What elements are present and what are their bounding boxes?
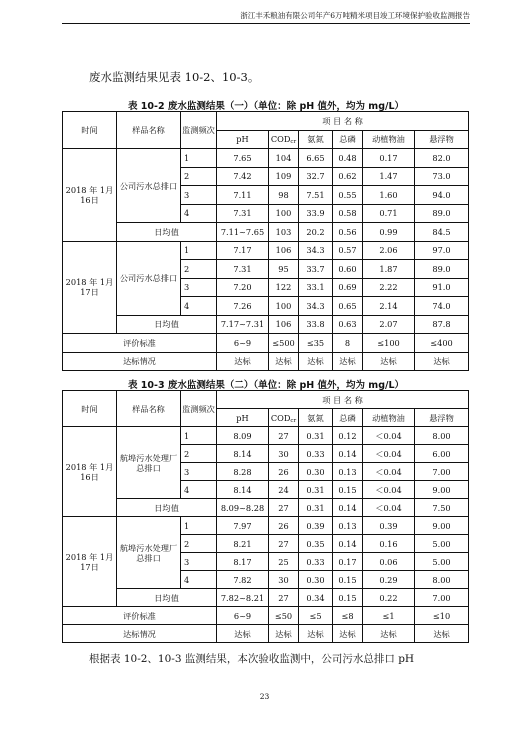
- item-header: [363, 409, 415, 427]
- value-cell: ＜0.04: [363, 445, 415, 463]
- value-cell: 34.3: [299, 297, 333, 316]
- value-cell: 1.60: [363, 186, 415, 205]
- cod-subscript: cr: [290, 139, 297, 146]
- standard-value-cell: ≤5: [299, 607, 333, 625]
- column-header-items: 项 目 名 称: [217, 391, 469, 409]
- column-header-time: 时间: [63, 112, 117, 149]
- value-cell: 0.13: [333, 463, 363, 481]
- table-row: [63, 149, 469, 168]
- item-header-label: 氨氮: [307, 412, 324, 423]
- table-row: [63, 241, 469, 260]
- average-value-cell: 87.8: [415, 315, 469, 334]
- value-cell: 0.16: [363, 535, 415, 553]
- value-cell: 6.00: [415, 445, 469, 463]
- frequency-cell: 4: [181, 297, 217, 316]
- table-10-3: [62, 390, 469, 643]
- value-cell: 0.33: [299, 445, 333, 463]
- compliance-value-cell: 达标: [299, 352, 333, 371]
- daily-average-label: 日均值: [117, 499, 217, 517]
- compliance-value-cell: 达标: [217, 625, 269, 643]
- sample-name-cell: 航埠污水处理厂总排口: [117, 517, 181, 589]
- item-header: [333, 409, 363, 427]
- item-header: [415, 409, 469, 427]
- value-cell: 0.17: [333, 553, 363, 571]
- item-header: [299, 409, 333, 427]
- average-value-cell: 0.15: [333, 589, 363, 607]
- value-cell: 27: [269, 427, 299, 445]
- running-header: 浙江丰禾粮油有限公司年产6万吨精米项目竣工环境保护验收监测报告: [240, 11, 470, 20]
- frequency-cell: 1: [181, 427, 217, 445]
- compliance-row: [63, 352, 469, 371]
- value-cell: 7.11: [217, 186, 269, 205]
- daily-average-row: [63, 499, 469, 517]
- compliance-value-cell: 达标: [299, 625, 333, 643]
- frequency-cell: 4: [181, 204, 217, 223]
- compliance-row: [63, 625, 469, 643]
- item-header-label: pH: [236, 134, 249, 145]
- average-value-cell: 0.99: [363, 223, 415, 242]
- frequency-cell: 4: [181, 571, 217, 589]
- average-value-cell: 7.82~8.21: [217, 589, 269, 607]
- value-cell: 0.58: [333, 204, 363, 223]
- average-value-cell: 0.56: [333, 223, 363, 242]
- item-header-label: 动植物油: [372, 134, 405, 145]
- average-value-cell: 27: [269, 499, 299, 517]
- average-value-cell: 8.09~8.28: [217, 499, 269, 517]
- average-value-cell: ＜0.04: [363, 499, 415, 517]
- daily-average-row: [63, 315, 469, 334]
- value-cell: 0.71: [363, 204, 415, 223]
- item-header: [333, 130, 363, 149]
- average-value-cell: 7.11~7.65: [217, 223, 269, 242]
- average-value-cell: 106: [269, 315, 299, 334]
- item-header-label: 氨氮: [307, 134, 324, 145]
- value-cell: 8.17: [217, 553, 269, 571]
- item-header-label: 总磷: [339, 412, 356, 423]
- average-value-cell: 84.5: [415, 223, 469, 242]
- average-value-cell: 103: [269, 223, 299, 242]
- value-cell: 0.14: [333, 535, 363, 553]
- value-cell: 30: [269, 445, 299, 463]
- value-cell: 33.7: [299, 260, 333, 279]
- column-header-sample: 样品名称: [117, 391, 181, 427]
- daily-average-label: 日均值: [117, 223, 217, 242]
- value-cell: 7.20: [217, 278, 269, 297]
- standard-value-cell: ≤50: [269, 607, 299, 625]
- daily-average-row: [63, 223, 469, 242]
- value-cell: 0.60: [333, 260, 363, 279]
- value-cell: 26: [269, 463, 299, 481]
- standard-value-cell: ≤500: [269, 334, 299, 353]
- body-paragraph: 根据表 10-2、10-3 监测结果，本次验收监测中，公司污水总排口 pH: [89, 653, 415, 665]
- sample-name-cell: 公司污水总排口: [117, 241, 181, 315]
- value-cell: 0.14: [333, 445, 363, 463]
- value-cell: 9.00: [415, 481, 469, 499]
- value-cell: 1.87: [363, 260, 415, 279]
- value-cell: 0.15: [333, 571, 363, 589]
- daily-average-row: [63, 589, 469, 607]
- intro-paragraph: 废水监测结果见表 10-2、10-3。: [89, 70, 260, 84]
- value-cell: 6.65: [299, 149, 333, 168]
- average-value-cell: 0.34: [299, 589, 333, 607]
- value-cell: 74.0: [415, 297, 469, 316]
- value-cell: 7.82: [217, 571, 269, 589]
- compliance-label: 达标情况: [63, 625, 217, 643]
- column-header-frequency: 监测频次: [181, 391, 217, 427]
- table-10-3-caption: 表 10-3 废水监测结果（二）（单位：除 pH 值外，均为 mg/L）: [128, 380, 405, 391]
- value-cell: 0.06: [363, 553, 415, 571]
- value-cell: 8.21: [217, 535, 269, 553]
- value-cell: 0.48: [333, 149, 363, 168]
- value-cell: ＜0.04: [363, 481, 415, 499]
- value-cell: 0.29: [363, 571, 415, 589]
- frequency-cell: 2: [181, 167, 217, 186]
- value-cell: 0.39: [363, 517, 415, 535]
- frequency-cell: 2: [181, 445, 217, 463]
- value-cell: 2.22: [363, 278, 415, 297]
- standard-row: [63, 607, 469, 625]
- item-header-label: COD: [270, 412, 291, 423]
- value-cell: 100: [269, 204, 299, 223]
- average-value-cell: 7.17~7.31: [217, 315, 269, 334]
- standard-value-cell: ≤8: [333, 607, 363, 625]
- value-cell: 8.00: [415, 427, 469, 445]
- value-cell: 7.42: [217, 167, 269, 186]
- value-cell: 0.33: [299, 553, 333, 571]
- value-cell: 104: [269, 149, 299, 168]
- average-value-cell: 0.22: [363, 589, 415, 607]
- frequency-cell: 3: [181, 186, 217, 205]
- value-cell: 30: [269, 571, 299, 589]
- value-cell: 0.39: [299, 517, 333, 535]
- date-cell: 2018 年 1月16日: [63, 149, 117, 242]
- value-cell: 89.0: [415, 260, 469, 279]
- item-header: [299, 130, 333, 149]
- value-cell: 2.14: [363, 297, 415, 316]
- standard-value-cell: ≤35: [299, 334, 333, 353]
- value-cell: 122: [269, 278, 299, 297]
- value-cell: 7.97: [217, 517, 269, 535]
- value-cell: 0.13: [333, 517, 363, 535]
- average-value-cell: 0.14: [333, 499, 363, 517]
- sample-name-cell: 航埠污水处理厂总排口: [117, 427, 181, 499]
- value-cell: 25: [269, 553, 299, 571]
- item-header-label: pH: [236, 412, 249, 423]
- item-header: [217, 409, 269, 427]
- value-cell: 0.30: [299, 463, 333, 481]
- value-cell: 97.0: [415, 241, 469, 260]
- value-cell: 24: [269, 481, 299, 499]
- value-cell: 34.3: [299, 241, 333, 260]
- value-cell: 100: [269, 297, 299, 316]
- value-cell: 8.00: [415, 571, 469, 589]
- compliance-value-cell: 达标: [269, 352, 299, 371]
- value-cell: 27: [269, 535, 299, 553]
- value-cell: 89.0: [415, 204, 469, 223]
- compliance-value-cell: 达标: [333, 352, 363, 371]
- value-cell: 0.31: [299, 427, 333, 445]
- standard-value-cell: 6~9: [217, 607, 269, 625]
- item-header-label: COD: [270, 134, 291, 145]
- value-cell: 94.0: [415, 186, 469, 205]
- value-cell: 0.65: [333, 297, 363, 316]
- frequency-cell: 2: [181, 260, 217, 279]
- item-header-label: 悬浮物: [429, 134, 454, 145]
- daily-average-label: 日均值: [117, 315, 217, 334]
- sample-name-cell: 公司污水总排口: [117, 149, 181, 223]
- value-cell: 0.12: [333, 427, 363, 445]
- table-10-2-caption: 表 10-2 废水监测结果（一）（单位：除 pH 值外，均为 mg/L）: [128, 101, 405, 112]
- standard-label: 评价标准: [63, 334, 217, 353]
- header-row: [63, 391, 469, 409]
- value-cell: 0.57: [333, 241, 363, 260]
- value-cell: 106: [269, 241, 299, 260]
- table-row: [63, 517, 469, 535]
- item-header-label: 总磷: [339, 134, 356, 145]
- frequency-cell: 3: [181, 463, 217, 481]
- value-cell: 7.00: [415, 463, 469, 481]
- column-header-sample: 样品名称: [117, 112, 181, 149]
- value-cell: 7.26: [217, 297, 269, 316]
- average-value-cell: 33.8: [299, 315, 333, 334]
- value-cell: 7.51: [299, 186, 333, 205]
- daily-average-label: 日均值: [117, 589, 217, 607]
- value-cell: 7.31: [217, 204, 269, 223]
- value-cell: 0.30: [299, 571, 333, 589]
- value-cell: ＜0.04: [363, 463, 415, 481]
- average-value-cell: 7.50: [415, 499, 469, 517]
- value-cell: 82.0: [415, 149, 469, 168]
- table-10-2: [62, 111, 469, 371]
- cod-subscript: cr: [290, 417, 297, 424]
- value-cell: 0.15: [333, 481, 363, 499]
- standard-value-cell: 6~9: [217, 334, 269, 353]
- standard-value-cell: ≤1: [363, 607, 415, 625]
- item-header-label: 悬浮物: [429, 412, 454, 423]
- value-cell: 8.09: [217, 427, 269, 445]
- value-cell: 0.55: [333, 186, 363, 205]
- value-cell: 7.65: [217, 149, 269, 168]
- average-value-cell: 27: [269, 589, 299, 607]
- column-header-items: 项 目 名 称: [217, 112, 469, 131]
- standard-value-cell: ≤400: [415, 334, 469, 353]
- column-header-time: 时间: [63, 391, 117, 427]
- average-value-cell: 0.31: [299, 499, 333, 517]
- value-cell: 9.00: [415, 517, 469, 535]
- date-cell: 2018 年 1月17日: [63, 241, 117, 334]
- compliance-value-cell: 达标: [333, 625, 363, 643]
- date-cell: 2018 年 1月17日: [63, 517, 117, 607]
- value-cell: 95: [269, 260, 299, 279]
- value-cell: 33.1: [299, 278, 333, 297]
- compliance-label: 达标情况: [63, 352, 217, 371]
- page-number: 23: [259, 692, 270, 701]
- table-row: [63, 427, 469, 445]
- value-cell: 73.0: [415, 167, 469, 186]
- frequency-cell: 1: [181, 517, 217, 535]
- item-header: [269, 130, 299, 149]
- value-cell: 0.69: [333, 278, 363, 297]
- value-cell: 7.31: [217, 260, 269, 279]
- value-cell: 1.47: [363, 167, 415, 186]
- frequency-cell: 2: [181, 535, 217, 553]
- compliance-value-cell: 达标: [415, 352, 469, 371]
- date-cell: 2018 年 1月16日: [63, 427, 117, 517]
- value-cell: ＜0.04: [363, 427, 415, 445]
- item-header: [269, 409, 299, 427]
- value-cell: 26: [269, 517, 299, 535]
- frequency-cell: 3: [181, 553, 217, 571]
- average-value-cell: 0.63: [333, 315, 363, 334]
- standard-value-cell: 8: [333, 334, 363, 353]
- value-cell: 0.17: [363, 149, 415, 168]
- value-cell: 98: [269, 186, 299, 205]
- standard-value-cell: ≤100: [363, 334, 415, 353]
- compliance-value-cell: 达标: [217, 352, 269, 371]
- value-cell: 0.31: [299, 481, 333, 499]
- standard-row: [63, 334, 469, 353]
- item-header-label: 动植物油: [372, 412, 405, 423]
- value-cell: 2.06: [363, 241, 415, 260]
- average-value-cell: 20.2: [299, 223, 333, 242]
- compliance-value-cell: 达标: [363, 352, 415, 371]
- frequency-cell: 1: [181, 241, 217, 260]
- compliance-value-cell: 达标: [269, 625, 299, 643]
- standard-label: 评价标准: [63, 607, 217, 625]
- header-row: [63, 112, 469, 131]
- value-cell: 5.00: [415, 553, 469, 571]
- compliance-value-cell: 达标: [363, 625, 415, 643]
- value-cell: 8.14: [217, 445, 269, 463]
- value-cell: 5.00: [415, 535, 469, 553]
- value-cell: 0.62: [333, 167, 363, 186]
- item-header: [363, 130, 415, 149]
- value-cell: 7.17: [217, 241, 269, 260]
- value-cell: 91.0: [415, 278, 469, 297]
- value-cell: 0.35: [299, 535, 333, 553]
- column-header-frequency: 监测频次: [181, 112, 217, 149]
- value-cell: 32.7: [299, 167, 333, 186]
- average-value-cell: 2.07: [363, 315, 415, 334]
- frequency-cell: 1: [181, 149, 217, 168]
- item-header: [415, 130, 469, 149]
- value-cell: 8.14: [217, 481, 269, 499]
- standard-value-cell: ≤10: [415, 607, 469, 625]
- value-cell: 109: [269, 167, 299, 186]
- item-header: [217, 130, 269, 149]
- average-value-cell: 7.00: [415, 589, 469, 607]
- value-cell: 8.28: [217, 463, 269, 481]
- header-rule: [62, 23, 470, 24]
- frequency-cell: 4: [181, 481, 217, 499]
- compliance-value-cell: 达标: [415, 625, 469, 643]
- frequency-cell: 3: [181, 278, 217, 297]
- value-cell: 33.9: [299, 204, 333, 223]
